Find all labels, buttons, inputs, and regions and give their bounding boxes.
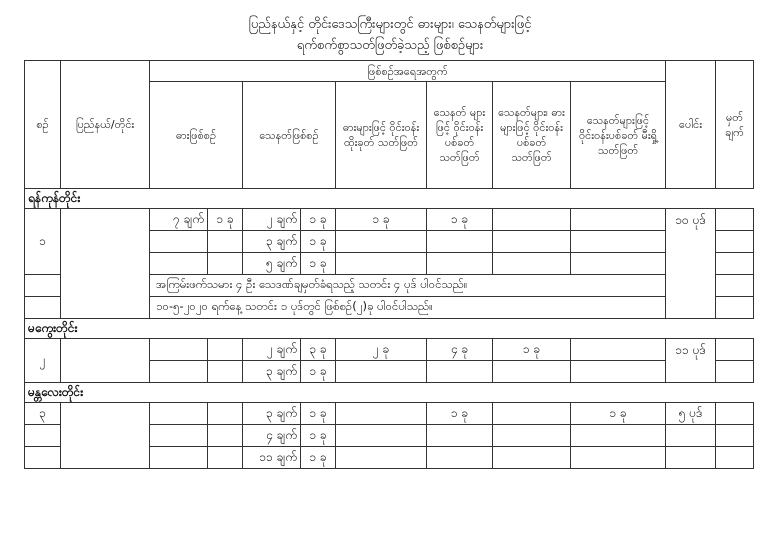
gun-count-cell: ၁ ခု	[301, 425, 336, 447]
gun-knife-cell	[493, 425, 571, 447]
knife-label-cell	[150, 447, 208, 469]
knife-count-cell	[208, 403, 243, 425]
gun-knife-cell	[493, 209, 571, 231]
gun-label-cell: ၂ ချက်	[243, 339, 301, 361]
gun-burn-cell	[571, 253, 666, 275]
remark-cell	[716, 231, 754, 253]
gun-count-cell: ၁ ခု	[301, 361, 336, 383]
remark-cell	[716, 361, 754, 383]
gun-burn-cell: ၁ ခု	[571, 403, 666, 425]
knife-count-cell	[208, 253, 243, 275]
remark-cell	[716, 447, 754, 469]
knife-label-cell	[150, 403, 208, 425]
gun-label-cell: ၃ ချက်	[243, 361, 301, 383]
gun-burn-cell	[571, 425, 666, 447]
gun-knife-cell	[493, 231, 571, 253]
header-gun-cases: သေနတ်ဖြစ်စဉ်	[243, 82, 336, 189]
total-cell	[666, 447, 716, 469]
knife-group-cell	[336, 361, 427, 383]
table-row	[25, 339, 754, 361]
header-gun-knife-group: သေနတ်များ၊ ဓားများဖြင့် ဝိုင်းဝန်း ပစ်ခတ် သတ်ဖြတ်	[493, 82, 571, 189]
header-knife-group-stab: ဓားများဖြင့် ဝိုင်းဝန်း ထိုးခုတ် သတ်ဖြတ်	[336, 82, 427, 189]
total-cell: ၅ ပုဒ်	[666, 403, 716, 425]
knife-count-cell	[208, 231, 243, 253]
title-line-1: ပြည်နယ်နှင့် တိုင်းဒေသကြီးများတွင် ဓားများ၊ သေနတ်များဖြင့်	[248, 17, 532, 32]
remark-cell	[716, 297, 754, 319]
knife-count-cell	[208, 425, 243, 447]
total-cell: ၁၀ ပုဒ်	[666, 209, 716, 319]
header-total: ပေါင်း	[666, 61, 716, 189]
region-cell	[61, 403, 150, 469]
gun-count-cell: ၁ ခု	[301, 403, 336, 425]
serial-cell	[25, 425, 61, 447]
total-cell	[666, 425, 716, 447]
header-serial: စဉ်	[25, 61, 61, 189]
remark-cell	[716, 253, 754, 275]
serial-cell: ၁	[25, 209, 61, 275]
gun-group-cell	[427, 425, 493, 447]
gun-burn-cell	[571, 339, 666, 361]
remark-cell	[716, 339, 754, 361]
document-title	[0, 14, 780, 56]
gun-label-cell: ၅ ချက်	[243, 253, 301, 275]
knife-count-cell	[208, 339, 243, 361]
note-text: အကြမ်းဖက်သမား ၄ ဦး သေဒဏ်ချမှတ်ခံရသည့် သတင်း ၄ ပုဒ် ပါဝင်သည်။	[150, 275, 666, 297]
gun-label-cell: ၃ ချက်	[243, 403, 301, 425]
gun-label-cell: ၃ ချက်	[243, 231, 301, 253]
gun-label-cell: ၁၁ ချက်	[243, 447, 301, 469]
table-body	[25, 189, 754, 469]
serial-cell: ၂	[25, 339, 61, 383]
header-region: ပြည်နယ်/တိုင်း	[61, 61, 150, 189]
gun-group-cell: ၁ ခု	[427, 209, 493, 231]
gun-count-cell: ၃ ခု	[301, 339, 336, 361]
knife-label-cell	[150, 339, 208, 361]
table-row	[25, 403, 754, 425]
header-case-count-group: ဖြစ်စဉ်အရေအတွက်	[150, 61, 666, 82]
region-cell	[61, 339, 150, 383]
knife-group-cell: ၂ ခု	[336, 339, 427, 361]
gun-group-cell	[427, 447, 493, 469]
gun-label-cell: ၄ ချက်	[243, 425, 301, 447]
gun-burn-cell	[571, 361, 666, 383]
serial-cell: ၃	[25, 403, 61, 425]
gun-label-cell: ၂ ချက်	[243, 209, 301, 231]
gun-group-cell: ၄ ခု	[427, 339, 493, 361]
knife-label-cell	[150, 361, 208, 383]
remark-cell	[716, 275, 754, 297]
gun-burn-cell	[571, 447, 666, 469]
note-text: ၁၀-၅-၂၀၂၀ ရက်နေ့ သတင်း ၁ ပုဒ်တွင် ဖြစ်စဉ်(၂)ခု ပါဝင်ပါသည်။	[150, 297, 666, 319]
incident-table	[24, 60, 754, 469]
gun-knife-cell	[493, 403, 571, 425]
region-cell	[61, 209, 150, 319]
table-row	[25, 209, 754, 231]
total-cell: ၁၁ ပုဒ်	[666, 339, 716, 383]
knife-label-cell	[150, 231, 208, 253]
knife-count-cell	[208, 447, 243, 469]
knife-group-cell	[336, 231, 427, 253]
knife-label-cell	[150, 425, 208, 447]
knife-group-cell	[336, 447, 427, 469]
header-gun-group-burn: သေနတ်များဖြင့် ဝိုင်းဝန်းပစ်ခတ် မီးရှို့ သတ်ဖြတ်	[571, 82, 666, 189]
header-gun-group-shot: သေနတ် များဖြင့် ဝိုင်းဝန်း ပစ်ခတ် သတ်ဖြတ်	[427, 82, 493, 189]
knife-label-cell	[150, 253, 208, 275]
gun-group-cell	[427, 253, 493, 275]
gun-knife-cell	[493, 361, 571, 383]
title-line-2: ရက်စက်စွာသတ်ဖြတ်ခဲ့သည့် ဖြစ်စဉ်များ	[296, 38, 484, 53]
serial-cell	[25, 447, 61, 469]
table-header	[25, 61, 754, 189]
gun-count-cell: ၁ ခု	[301, 253, 336, 275]
gun-group-cell	[427, 361, 493, 383]
knife-count-cell: ၁ ခု	[208, 209, 243, 231]
section-title-magway: မကွေးတိုင်း	[25, 319, 754, 339]
section-title-yangon: ရန်ကုန်တိုင်း	[25, 189, 754, 209]
remark-cell	[716, 403, 754, 425]
remark-cell	[716, 425, 754, 447]
knife-group-cell	[336, 425, 427, 447]
gun-burn-cell	[571, 209, 666, 231]
gun-knife-cell	[493, 447, 571, 469]
header-knife-cases: ဓားဖြစ်စဉ်	[150, 82, 243, 189]
knife-group-cell: ၁ ခု	[336, 209, 427, 231]
knife-label-cell: ၇ ချက်	[150, 209, 208, 231]
header-remark: မှတ် ချက်	[716, 61, 754, 189]
section-title-mandalay: မန္တလေးတိုင်း	[25, 383, 754, 403]
gun-group-cell	[427, 231, 493, 253]
gun-count-cell: ၁ ခု	[301, 209, 336, 231]
gun-count-cell: ၁ ခု	[301, 231, 336, 253]
knife-group-cell	[336, 253, 427, 275]
gun-knife-cell: ၁ ခု	[493, 339, 571, 361]
serial-cell	[25, 275, 61, 297]
remark-cell	[716, 209, 754, 231]
knife-group-cell	[336, 403, 427, 425]
serial-cell	[25, 297, 61, 319]
gun-group-cell: ၁ ခု	[427, 403, 493, 425]
knife-count-cell	[208, 361, 243, 383]
gun-count-cell: ၁ ခု	[301, 447, 336, 469]
gun-burn-cell	[571, 231, 666, 253]
gun-knife-cell	[493, 253, 571, 275]
